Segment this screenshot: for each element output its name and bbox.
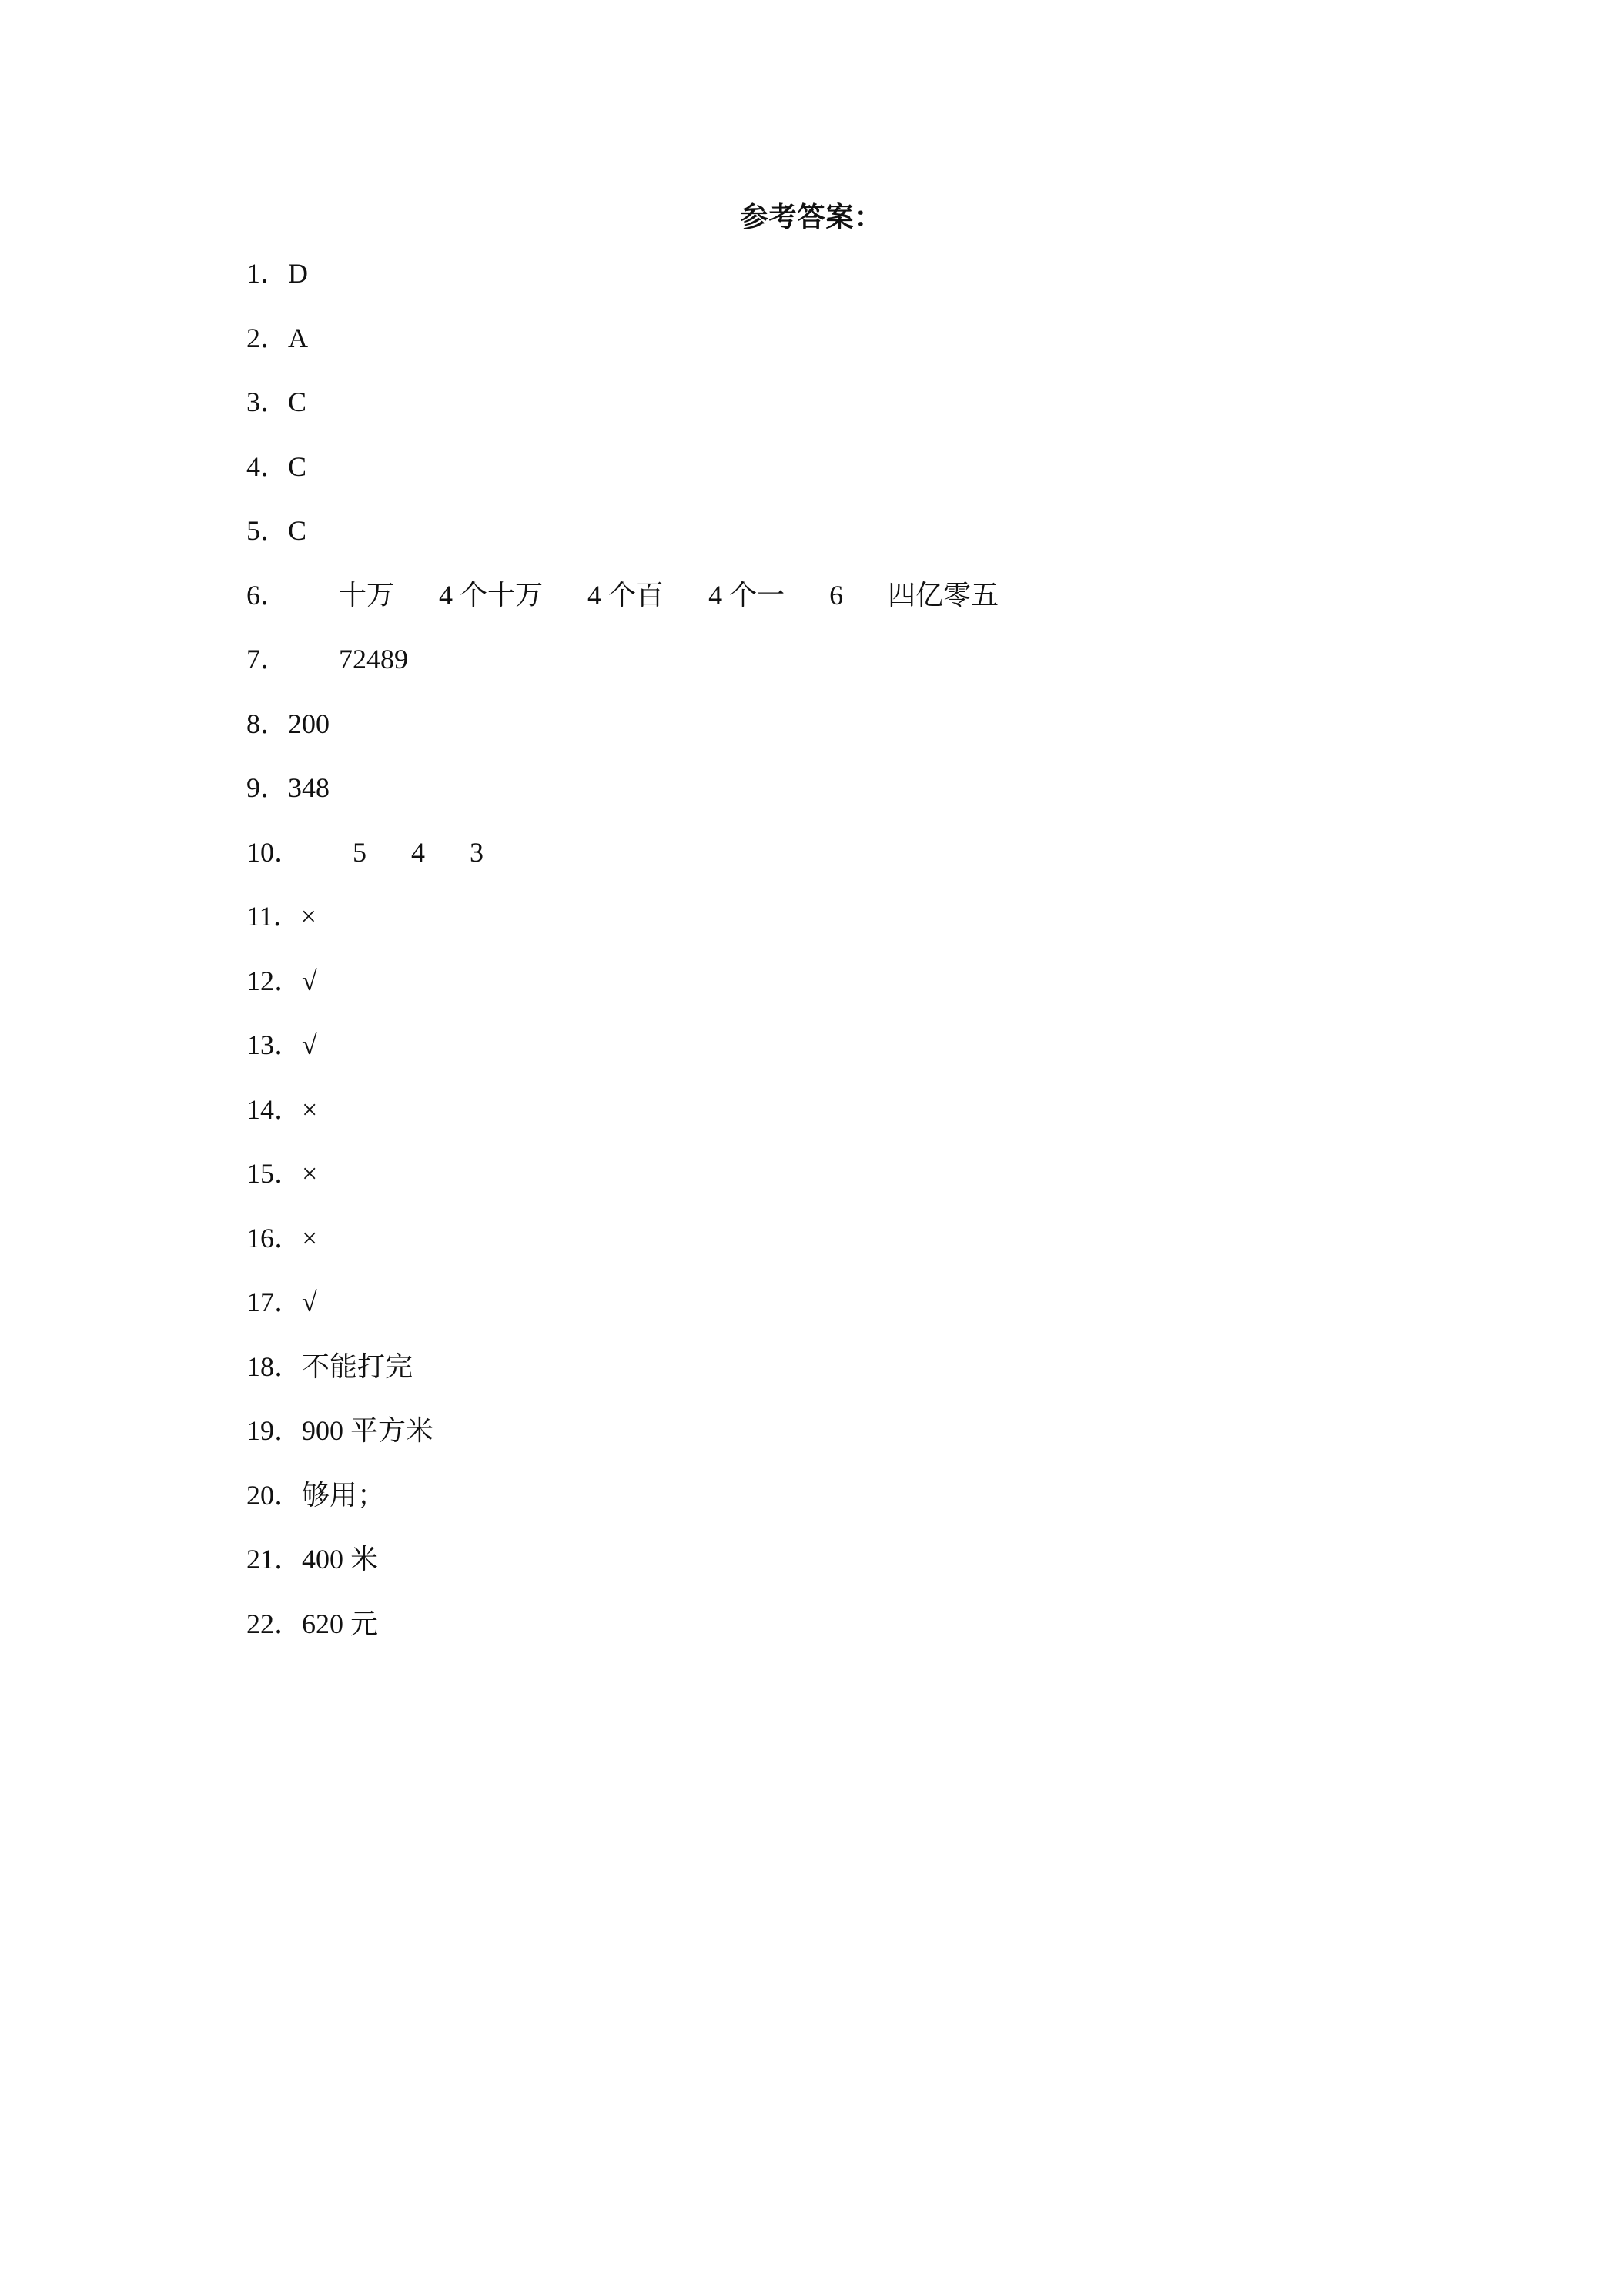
- answer-item: [246, 1154, 1555, 1219]
- answer-value: √: [302, 1287, 317, 1317]
- answer-content: [288, 447, 306, 486]
- answer-value: D: [288, 258, 309, 289]
- answer-number: 1．: [246, 258, 289, 289]
- answer-value: √: [302, 965, 317, 996]
- answer-item: [246, 768, 1555, 833]
- answer-value: 620 元: [302, 1608, 379, 1639]
- answer-item: [246, 1411, 1555, 1476]
- answer-item: [246, 1219, 1555, 1284]
- answer-item: [246, 511, 1555, 576]
- answer-number: 2．: [246, 322, 289, 353]
- answer-value: 够用；: [302, 1479, 386, 1511]
- answer-number: 12．: [246, 965, 303, 996]
- answer-content: [302, 1283, 317, 1321]
- answer-list: [246, 254, 1555, 1668]
- answer-value: 5: [353, 836, 367, 868]
- answer-item: [246, 1026, 1555, 1090]
- answer-content: [288, 768, 330, 807]
- answer-value: 900 平方米: [302, 1415, 434, 1446]
- answer-content: [288, 319, 308, 357]
- answer-content: [302, 1154, 317, 1193]
- answer-value: 十万: [339, 579, 395, 611]
- answer-value: 200: [288, 708, 330, 739]
- answer-value: 6: [829, 579, 844, 611]
- answer-value: ×: [302, 1093, 318, 1125]
- answer-value: 4 个十万: [439, 579, 544, 611]
- answer-item: [246, 1347, 1555, 1412]
- answer-content: [288, 511, 306, 550]
- answer-value: A: [288, 322, 309, 353]
- answer-number: 13．: [246, 1029, 303, 1060]
- answer-content: [288, 254, 308, 293]
- answer-number: 15．: [246, 1158, 303, 1189]
- answer-value: C: [288, 387, 307, 417]
- answer-item: [246, 576, 1555, 641]
- answer-value: 3: [470, 836, 484, 868]
- answer-value: √: [302, 1029, 317, 1060]
- answer-number: 20．: [246, 1479, 303, 1511]
- answer-number: 18．: [246, 1350, 303, 1382]
- answer-value: 72489: [339, 644, 409, 674]
- answer-content: [288, 383, 306, 421]
- answer-value: C: [288, 515, 307, 546]
- answer-item: [246, 962, 1555, 1026]
- answer-item: [246, 1476, 1555, 1541]
- answer-value: C: [288, 450, 307, 482]
- answer-number: 7．: [246, 644, 289, 674]
- answer-number: 10．: [246, 836, 303, 868]
- answer-item: [246, 833, 1555, 898]
- answer-value: 4 个一: [708, 579, 785, 611]
- answer-content: [339, 576, 999, 614]
- answer-value: 不能打完: [302, 1350, 413, 1382]
- answer-number: 16．: [246, 1222, 303, 1253]
- answer-number: 5．: [246, 515, 289, 546]
- answer-number: 3．: [246, 387, 289, 417]
- answer-item: [246, 705, 1555, 769]
- answer-item: [246, 254, 1555, 319]
- answer-number: 19．: [246, 1415, 303, 1446]
- answer-item: [246, 1090, 1555, 1155]
- answer-item: [246, 319, 1555, 383]
- answer-content: [302, 962, 317, 1000]
- answer-number: 11．: [246, 901, 301, 932]
- answer-content: [288, 705, 330, 743]
- answer-number: 8．: [246, 708, 289, 739]
- answer-content: [302, 1090, 317, 1129]
- answer-number: 9．: [246, 772, 289, 803]
- answer-content: [302, 1219, 317, 1257]
- answer-value: 4 个百: [587, 579, 664, 611]
- answer-content: [302, 1476, 385, 1514]
- answer-item: [246, 1283, 1555, 1347]
- answer-content: [339, 640, 408, 678]
- answer-number: 22．: [246, 1608, 303, 1639]
- answer-number: 14．: [246, 1093, 303, 1125]
- answer-value: ×: [302, 1158, 318, 1189]
- answer-content: [302, 1026, 317, 1064]
- answer-number: 6．: [246, 579, 289, 611]
- page-title: 参考答案：: [740, 202, 883, 233]
- answer-item: [246, 1540, 1555, 1605]
- answer-item: [246, 897, 1555, 962]
- answer-value: 348: [288, 772, 330, 803]
- answer-item: [246, 640, 1555, 705]
- answer-content: [302, 1347, 413, 1386]
- answer-content: [302, 1540, 378, 1578]
- answer-number: 21．: [246, 1544, 303, 1575]
- answer-value: 四亿零五: [888, 579, 999, 611]
- answer-content: [301, 897, 316, 935]
- answer-value: 4: [411, 836, 426, 868]
- answer-content: [302, 1411, 433, 1450]
- answer-value: 400 米: [302, 1544, 379, 1575]
- answer-item: [246, 1605, 1555, 1669]
- answer-content: [353, 833, 484, 872]
- answer-item: [246, 383, 1555, 447]
- answer-content: [302, 1605, 378, 1643]
- answer-value: ×: [302, 1222, 318, 1253]
- answer-number: 17．: [246, 1287, 303, 1317]
- answer-value: ×: [300, 901, 316, 932]
- answer-item: [246, 447, 1555, 512]
- answer-number: 4．: [246, 450, 289, 482]
